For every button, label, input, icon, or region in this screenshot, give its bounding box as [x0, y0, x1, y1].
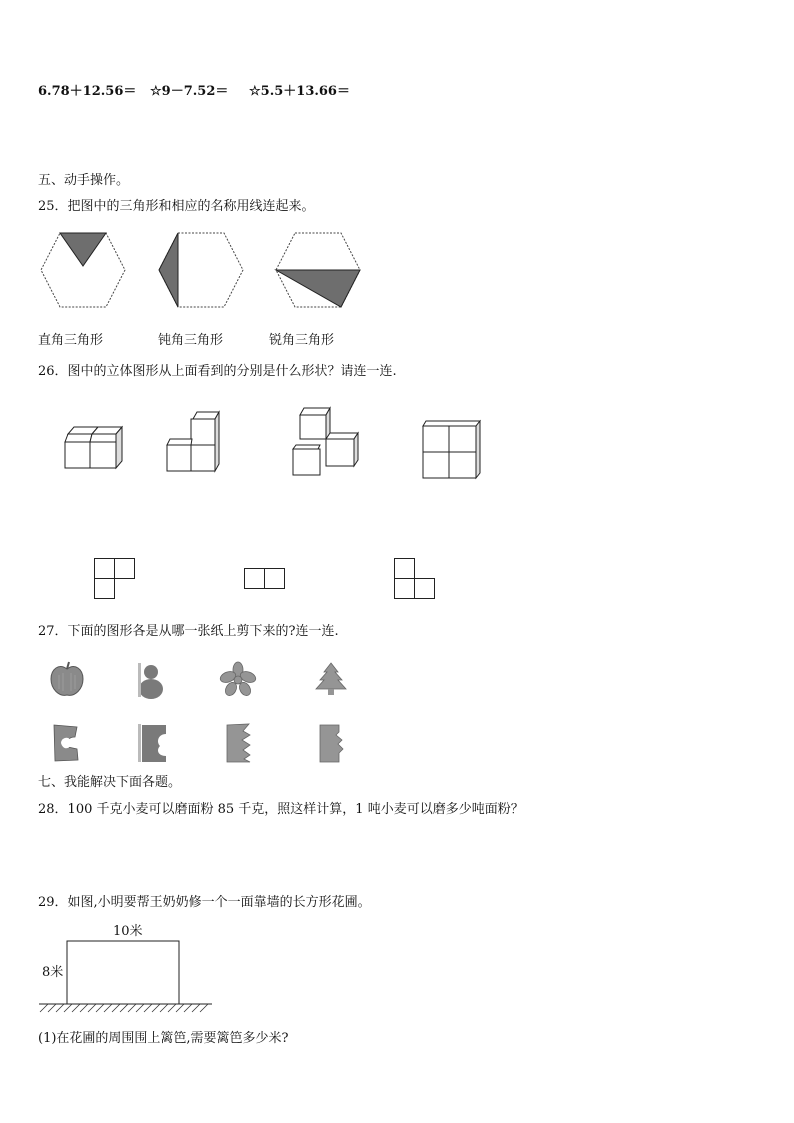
question-29: 29．如图,小明要帮王奶奶修一个一面靠墙的长方形花圃。	[38, 895, 371, 910]
garden-rectangle	[67, 941, 179, 1004]
paper-piece-2	[136, 722, 170, 764]
solid-figure-3	[290, 405, 362, 477]
equation-3: ☆5.5＋13.66＝	[249, 84, 350, 99]
solid-figure-1	[62, 424, 128, 470]
paper-piece-4	[317, 722, 347, 764]
top-view-shape-2	[243, 567, 287, 591]
gourd-shape	[134, 661, 168, 701]
acute-triangle-shape	[276, 270, 360, 307]
top-view-shape-1	[93, 557, 137, 601]
paper-piece-1	[51, 723, 81, 763]
equation-2: ☆9－7.52＝	[150, 84, 229, 99]
solid-figure-4	[420, 418, 484, 480]
question-26: 26．图中的立体图形从上面看到的分别是什么形状？请连一连.	[38, 364, 397, 379]
question-29-part-1: (1)在花圃的周围围上篱笆,需要篱笆多少米?	[38, 1031, 289, 1046]
garden-length-label: 10米	[113, 924, 143, 939]
label-acute-triangle: 锐角三角形	[269, 333, 335, 348]
question-25: 25．把图中的三角形和相应的名称用线连起来。	[38, 199, 315, 214]
question-28: 28．100 千克小麦可以磨面粉 85 千克，照这样计算，1 吨小麦可以磨多少吨面粉？	[38, 802, 524, 817]
solid-figure-2	[164, 409, 226, 473]
equation-1: 6.78＋12.56＝	[38, 84, 137, 99]
section-5-title: 五、动手操作。	[38, 173, 130, 188]
hexagon-figure-1	[38, 230, 128, 310]
hexagon-figure-2	[156, 230, 246, 310]
apple-shape	[49, 661, 85, 699]
question-27: 27．下面的图形各是从哪一张纸上剪下来的?连一连.	[38, 624, 339, 639]
top-view-shape-3	[393, 557, 437, 601]
paper-piece-3	[224, 722, 254, 764]
obtuse-triangle-shape	[159, 233, 178, 307]
label-right-triangle: 直角三角形	[38, 333, 104, 348]
flower-shape	[219, 661, 257, 697]
garden-diagram	[36, 938, 216, 1014]
tree-shape	[314, 661, 348, 697]
right-triangle-shape	[60, 233, 106, 266]
label-obtuse-triangle: 钝角三角形	[158, 333, 224, 348]
hexagon-figure-3	[273, 230, 363, 310]
section-7-title: 七、我能解决下面各题。	[38, 775, 182, 790]
garden-width-label: 8米	[42, 965, 64, 980]
